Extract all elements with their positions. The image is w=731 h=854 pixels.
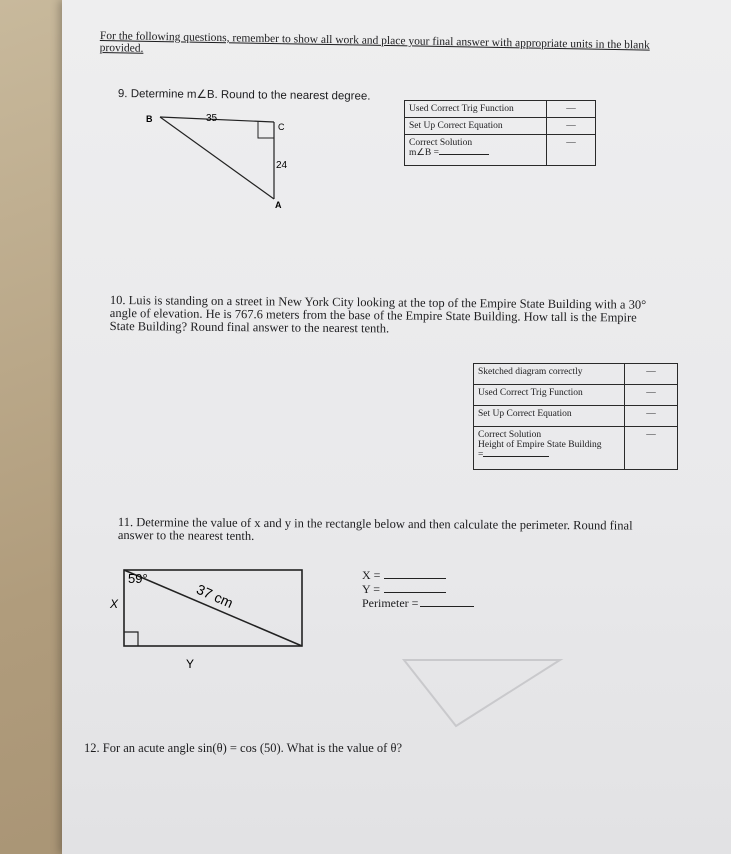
q10-prompt: 10. Luis is standing on a street in New York City looking at the top of the Empire State Building with a 30° angle of elevation. He is 767.6 meters from the base of the Empire State Building. How tall is the Empire State Building? Round final answer to the nearest tenth. [109,293,647,336]
q11-x-blank[interactable] [384,578,446,579]
q11-angle-label: 59° [128,571,148,586]
q10-rubric-row: Set Up Correct Equation [474,406,625,427]
q12-prompt: 12. For an acute angle sin(θ) = cos (50). What is the value of θ? [84,741,403,755]
q11-y-blank[interactable] [384,592,446,593]
q11-answers [362,568,474,610]
q11-y-label: Y = [362,582,380,596]
instructions: For the following questions, remember to show all work and place your final answer with appropriate units in the blank provided. [99,30,650,55]
q9-answer-label: m∠B = [409,148,439,158]
q9-side-right: 24 [276,160,288,171]
q10-rubric-table [473,363,678,470]
score-mark: — [625,364,678,385]
score-mark: — [547,118,596,135]
q9-rubric-row: Used Correct Trig Function [405,101,547,118]
q9-rubric-row: Set Up Correct Equation [405,118,547,135]
q10-answer-label: = [478,450,484,460]
q11-perimeter-blank[interactable] [420,606,474,607]
q9-triangle-diagram [140,108,300,212]
q11-side-y-label: Y [186,657,195,671]
q9-rubric-table [404,100,596,166]
q11-x-label: X = [362,568,381,582]
q10-answer-blank[interactable] [483,456,549,457]
q9-vertex-c: C [278,122,285,132]
q11-side-x-label: X [110,597,119,611]
q9-vertex-b: B [146,114,153,124]
score-mark: — [625,385,678,406]
q11-rectangle-diagram [108,566,308,676]
q10-rubric-row: Correct Solution [478,430,542,440]
score-mark: — [625,427,678,470]
q11-prompt: 11. Determine the value of x and y in the rectangle below and then calculate the perimeter. Round final answer to the nearest tenth. [117,515,633,543]
q11-perimeter-label: Perimeter = [362,596,419,610]
q9-side-top: 35 [206,113,218,124]
q11-hypotenuse-label: 37 cm [194,580,236,612]
show-through-triangle [400,652,580,732]
score-mark: — [625,406,678,427]
q9-answer-blank[interactable] [439,154,489,155]
q9-vertex-a: A [275,200,282,210]
q9-rubric-answer-cell [405,135,547,166]
q9-rubric-row: Correct Solution [409,138,473,148]
q9-prompt: 9. Determine m∠B. Round to the nearest degree. [117,88,371,103]
score-mark: — [547,135,596,166]
q10-rubric-row: Used Correct Trig Function [474,385,625,406]
q10-rubric-answer-cell [474,427,625,470]
q10-rubric-row: Sketched diagram correctly [474,364,625,385]
score-mark: — [547,101,596,118]
q10-rubric-row: Height of Empire State Building [478,440,602,450]
